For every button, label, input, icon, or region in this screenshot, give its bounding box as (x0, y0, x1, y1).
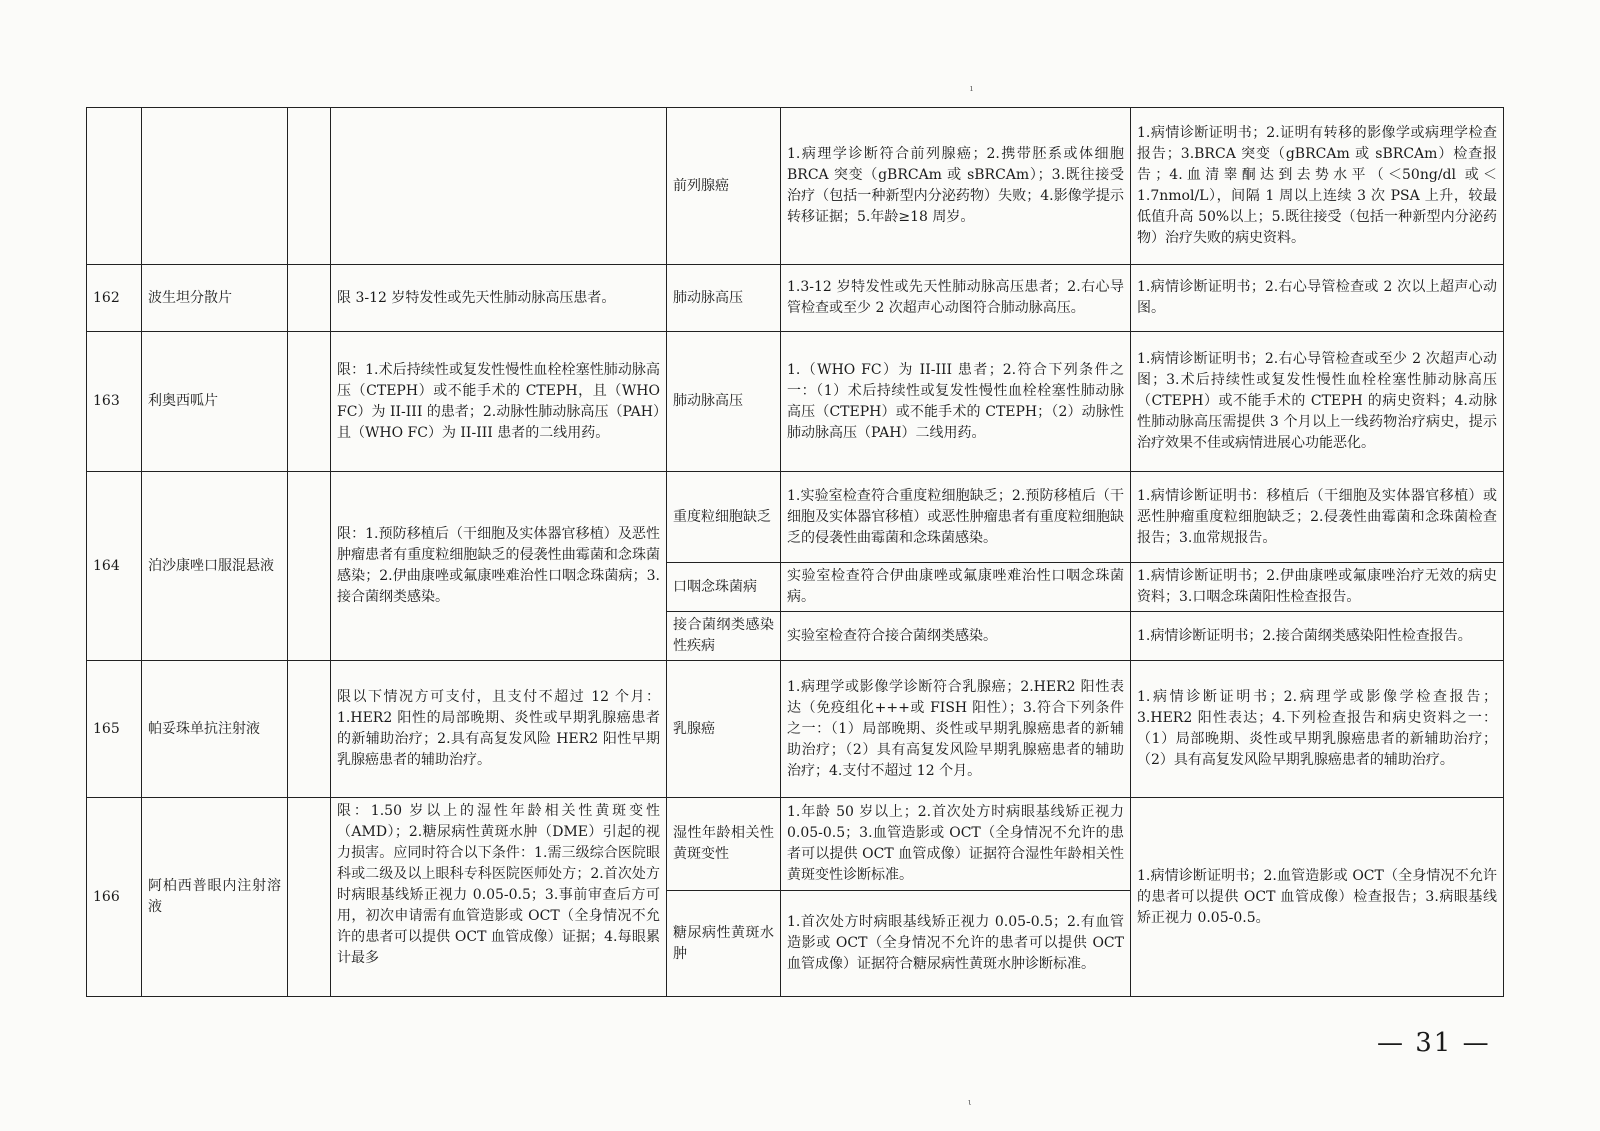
criteria-text: 1.年龄 50 岁以上；2.首次处方时病眼基线矫正视力 0.05-0.5；3.血管造影或 OCT（全身情况不允许的患者可以提供 OCT 血管成像）证据符合湿性年龄相关性黄斑变性诊断标准。 (781, 798, 1131, 891)
page-mark-top: ı (970, 84, 973, 94)
blank-cell (288, 108, 331, 265)
indication-name: 口咽念珠菌病 (667, 563, 781, 612)
criteria-text: 1.3-12 岁特发性或先天性肺动脉高压患者；2.右心导管检查或至少 2 次超声心动图符合肺动脉高压。 (781, 265, 1131, 332)
drug-table (86, 107, 1504, 997)
criteria-text: 实验室检查符合接合菌纲类感染。 (781, 612, 1131, 661)
indication-name: 前列腺癌 (667, 108, 781, 265)
row-number: 165 (87, 661, 142, 798)
drug-name: 泊沙康唑口服混悬液 (142, 472, 288, 661)
blank-cell (288, 661, 331, 798)
materials-text: 1.病情诊断证明书；2.血管造影或 OCT（全身情况不允许的患者可以提供 OCT 血管成像）检查报告；3.病眼基线矫正视力 0.05-0.5。 (1131, 798, 1504, 997)
indication-name: 接合菌纲类感染性疾病 (667, 612, 781, 661)
blank-cell (288, 472, 331, 661)
restriction-text: 限：1.50 岁以上的湿性年龄相关性黄斑变性（AMD）；2.糖尿病性黄斑水肿（DME）引起的视力损害。应同时符合以下条件：1.需三级综合医院眼科或二级及以上眼科专科医院医师处方；2.首次处方时病眼基线矫正视力 0.05-0.5；3.事前审查后方可用，初次申请需有血管造影或 OCT（全身情况不允许的患者可以提供 OCT 血管成像）证据；4.每眼累计最多 (331, 798, 667, 997)
restriction-text: 限以下情况方可支付，且支付不超过 12 个月：1.HER2 阳性的局部晚期、炎性或早期乳腺癌患者的新辅助治疗；2.具有高复发风险 HER2 阳性早期乳腺癌患者的辅助治疗。 (331, 661, 667, 798)
restriction-text: 限 3-12 岁特发性或先天性肺动脉高压患者。 (331, 265, 667, 332)
page-mark-bottom: ι (968, 1098, 972, 1108)
drug-name (142, 108, 288, 265)
criteria-text: 1.（WHO FC）为 II-III 患者；2.符合下列条件之一：（1）术后持续性或复发性慢性血栓栓塞性肺动脉高压（CTEPH）或不能手术的 CTEPH；（2）动脉性肺动脉高压（PAH）二线用药。 (781, 332, 1131, 472)
row-number: 162 (87, 265, 142, 332)
restriction-text (331, 108, 667, 265)
indication-name: 重度粒细胞缺乏 (667, 472, 781, 563)
blank-cell (288, 798, 331, 997)
blank-cell (288, 265, 331, 332)
materials-text: 1.病情诊断证明书；2.接合菌纲类感染阳性检查报告。 (1131, 612, 1504, 661)
restriction-text: 限：1.预防移植后（干细胞及实体器官移植）及恶性肿瘤患者有重度粒细胞缺乏的侵袭性曲霉菌和念珠菌感染；2.伊曲康唑或氟康唑难治性口咽念珠菌病；3.接合菌纲类感染。 (331, 472, 667, 661)
drug-name: 帕妥珠单抗注射液 (142, 661, 288, 798)
materials-text: 1.病情诊断证明书；2.证明有转移的影像学或病理学检查报告；3.BRCA 突变（gBRCAm 或 sBRCAm）检查报告；4.血清睾酮达到去势水平（＜50ng/dl 或＜1.7nmol/L），间隔 1 周以上连续 3 次 PSA 上升，较最低值升高 50%以上；5.既往接受（包括一种新型内分泌药物）治疗失败的病史资料。 (1131, 108, 1504, 265)
table-row (87, 108, 1504, 265)
row-number: 163 (87, 332, 142, 472)
table-row (87, 265, 1504, 332)
row-number: 164 (87, 472, 142, 661)
blank-cell (288, 332, 331, 472)
materials-text: 1.病情诊断证明书；2.右心导管检查或 2 次以上超声心动图。 (1131, 265, 1504, 332)
materials-text: 1.病情诊断证明书；2.病理学或影像学检查报告；3.HER2 阳性表达；4.下列检查报告和病史资料之一：（1）局部晚期、炎性或早期乳腺癌患者的新辅助治疗；（2）具有高复发风险早期乳腺癌患者的辅助治疗。 (1131, 661, 1504, 798)
indication-name: 糖尿病性黄斑水肿 (667, 891, 781, 997)
materials-text: 1.病情诊断证明书；2.右心导管检查或至少 2 次超声心动图；3.术后持续性或复发性慢性血栓栓塞性肺动脉高压（CTEPH）或不能手术的 CTEPH 的病史资料；4.动脉性肺动脉高压需提供 3 个月以上一线药物治疗病史，提示治疗效果不佳或病情进展心功能恶化。 (1131, 332, 1504, 472)
materials-text: 1.病情诊断证明书；2.伊曲康唑或氟康唑治疗无效的病史资料；3.口咽念珠菌阳性检查报告。 (1131, 563, 1504, 612)
indication-name: 湿性年龄相关性黄斑变性 (667, 798, 781, 891)
indication-name: 肺动脉高压 (667, 265, 781, 332)
table-row (87, 661, 1504, 798)
table-row (87, 472, 1504, 563)
drug-name: 利奥西呱片 (142, 332, 288, 472)
criteria-text: 1.病理学诊断符合前列腺癌；2.携带胚系或体细胞 BRCA 突变（gBRCAm 或 sBRCAm）；3.既往接受治疗（包括一种新型内分泌药物）失败；4.影像学提示转移证据；5.年龄≥18 周岁。 (781, 108, 1131, 265)
criteria-text: 实验室检查符合伊曲康唑或氟康唑难治性口咽念珠菌病。 (781, 563, 1131, 612)
indication-name: 乳腺癌 (667, 661, 781, 798)
table-row (87, 798, 1504, 891)
drug-name: 阿柏西普眼内注射溶液 (142, 798, 288, 997)
materials-text: 1.病情诊断证明书：移植后（干细胞及实体器官移植）或恶性肿瘤重度粒细胞缺乏；2.侵袭性曲霉菌和念珠菌检查报告；3.血常规报告。 (1131, 472, 1504, 563)
indication-name: 肺动脉高压 (667, 332, 781, 472)
criteria-text: 1.首次处方时病眼基线矫正视力 0.05-0.5；2.有血管造影或 OCT（全身情况不允许的患者可以提供 OCT 血管成像）证据符合糖尿病性黄斑水肿诊断标准。 (781, 891, 1131, 997)
row-number: 166 (87, 798, 142, 997)
table-row (87, 332, 1504, 472)
restriction-text: 限：1.术后持续性或复发性慢性血栓栓塞性肺动脉高压（CTEPH）或不能手术的 CTEPH，且（WHO FC）为 II-III 的患者；2.动脉性肺动脉高压（PAH）且（WHO FC）为 II-III 患者的二线用药。 (331, 332, 667, 472)
drug-name: 波生坦分散片 (142, 265, 288, 332)
row-number (87, 108, 142, 265)
criteria-text: 1.实验室检查符合重度粒细胞缺乏；2.预防移植后（干细胞及实体器官移植）或恶性肿瘤患者有重度粒细胞缺乏的侵袭性曲霉菌和念珠菌感染。 (781, 472, 1131, 563)
page-number: — 31 — (1377, 1028, 1491, 1058)
criteria-text: 1.病理学或影像学诊断符合乳腺癌；2.HER2 阳性表达（免疫组化+++或 FISH 阳性）；3.符合下列条件之一：（1）局部晚期、炎性或早期乳腺癌患者的新辅助治疗；（2）具有高复发风险早期乳腺癌患者的辅助治疗；4.支付不超过 12 个月。 (781, 661, 1131, 798)
